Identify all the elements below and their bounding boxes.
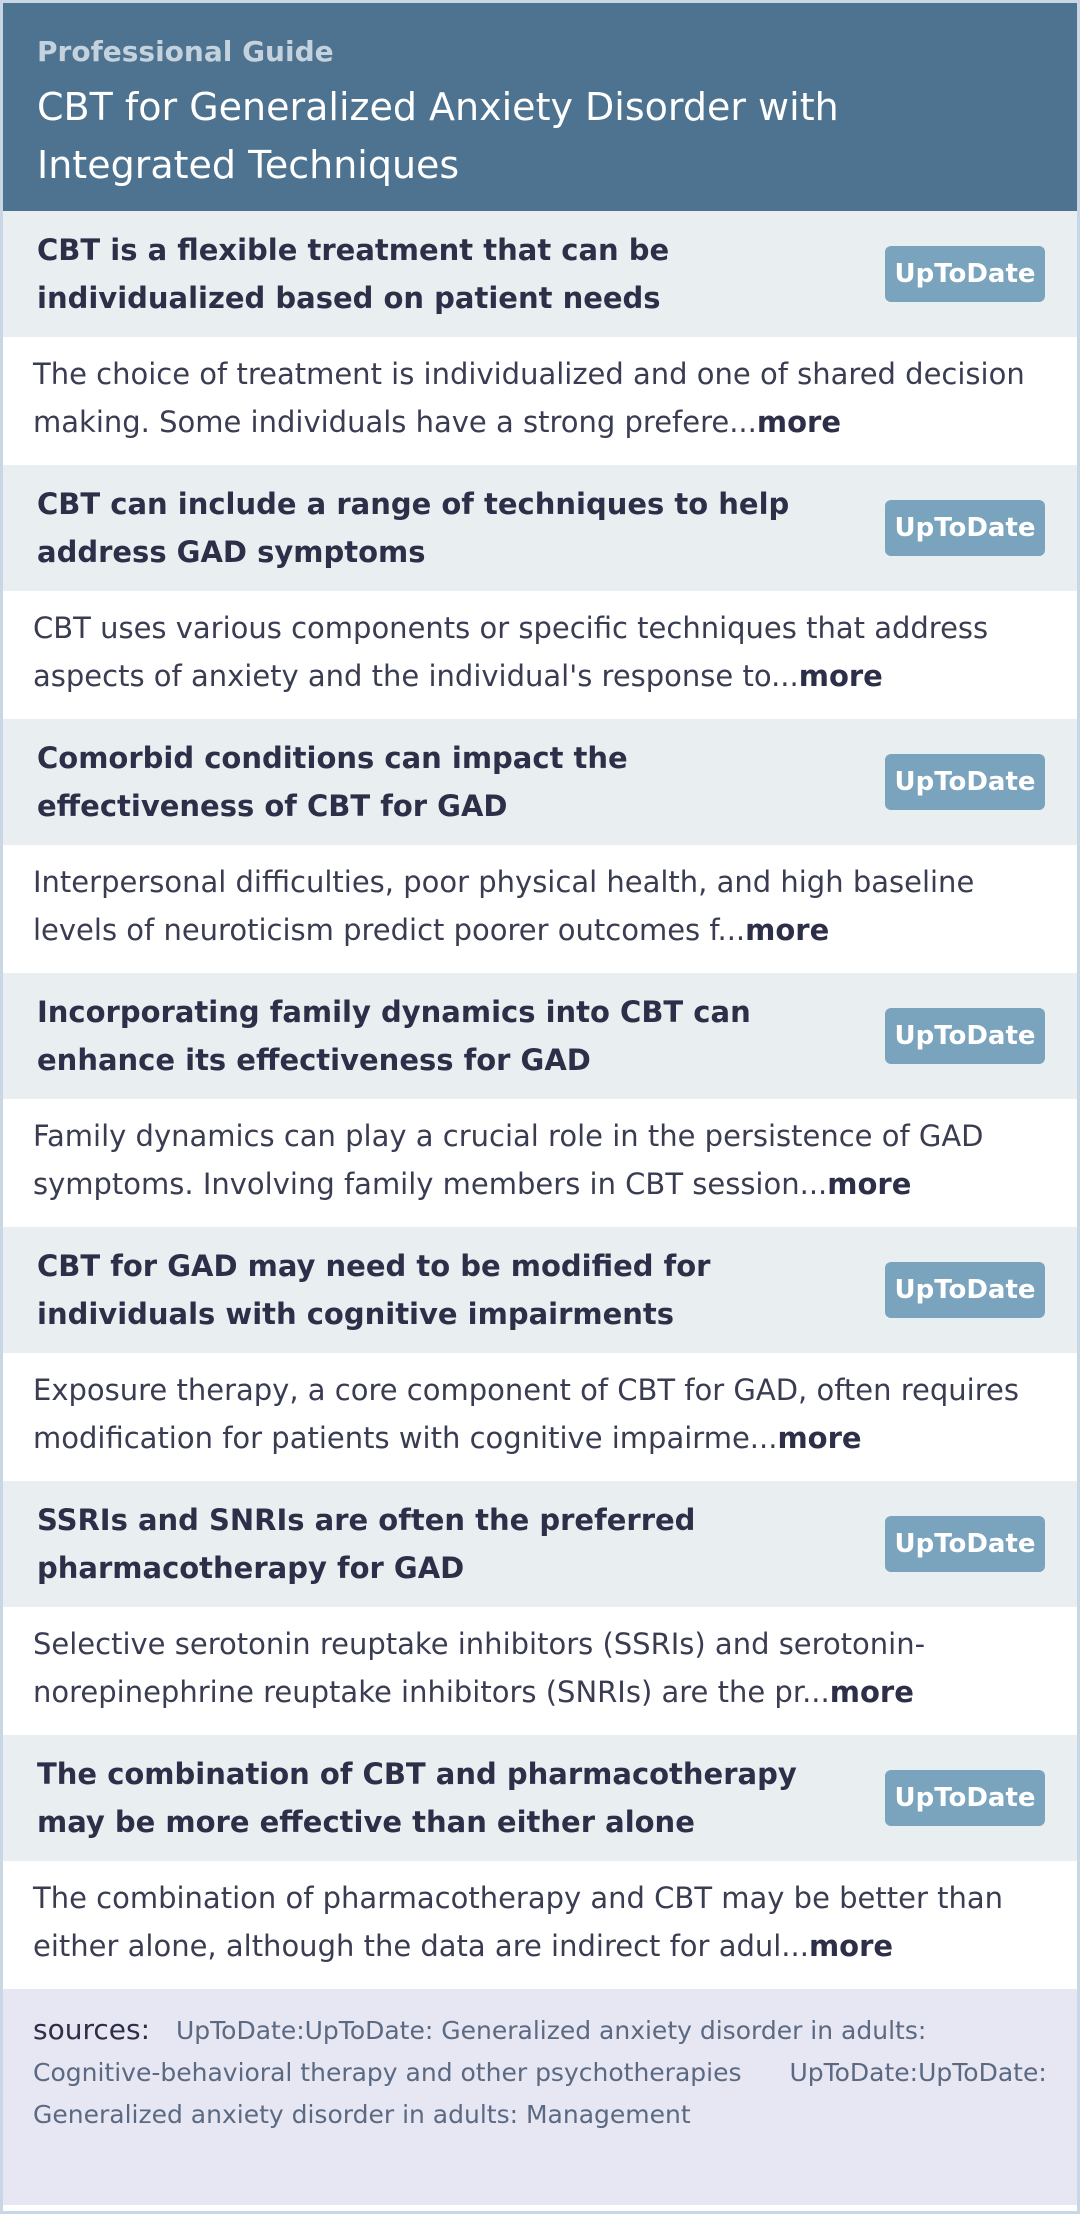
section-heading-row xyxy=(3,465,1077,591)
section-heading-row xyxy=(3,1227,1077,1353)
section-summary-text: The combination of pharmacotherapy and CBT may be better than either alone, although the data are indirect for adul... xyxy=(33,1881,1003,1963)
section-summary-text: CBT uses various components or specific techniques that address aspects of anxiety and the individual's response to... xyxy=(33,611,989,693)
section-summary-text: Selective serotonin reuptake inhibitors (SSRIs) and serotonin-norepinephrine reuptake inhibitors (SNRIs) are the pr... xyxy=(33,1627,926,1709)
source-badge-button[interactable]: UpToDate xyxy=(885,754,1045,810)
section-heading: CBT is a flexible treatment that can be individualized based on patient needs xyxy=(37,233,670,315)
section-list xyxy=(3,211,1077,1989)
section-heading-row xyxy=(3,211,1077,337)
section-heading-row xyxy=(3,719,1077,845)
section-heading: SSRIs and SNRIs are often the preferred pharmacotherapy for GAD xyxy=(37,1503,696,1585)
section-summary-text: Family dynamics can play a crucial role in the persistence of GAD symptoms. Involving family members in CBT session... xyxy=(33,1119,984,1201)
source-badge-button[interactable]: UpToDate xyxy=(885,1008,1045,1064)
source-badge-button[interactable]: UpToDate xyxy=(885,246,1045,302)
section-summary xyxy=(3,1353,1077,1481)
section-summary xyxy=(3,337,1077,465)
sources-footer xyxy=(3,1989,1077,2205)
section-summary xyxy=(3,1607,1077,1735)
more-link[interactable]: more xyxy=(756,405,841,439)
sources-label: sources: xyxy=(33,2013,151,2046)
more-link[interactable]: more xyxy=(798,659,883,693)
source-badge-button[interactable]: UpToDate xyxy=(885,500,1045,556)
section-summary xyxy=(3,1099,1077,1227)
section-heading: The combination of CBT and pharmacotherapy may be more effective than either alone xyxy=(37,1757,797,1839)
section-summary xyxy=(3,845,1077,973)
more-link[interactable]: more xyxy=(745,913,830,947)
section-summary-text: Interpersonal difficulties, poor physical health, and high baseline levels of neuroticism predict poorer outcomes f... xyxy=(33,865,975,947)
section-heading-row xyxy=(3,1735,1077,1861)
section-summary-text: The choice of treatment is individualized and one of shared decision making. Some individuals have a strong prefere... xyxy=(33,357,1025,439)
more-link[interactable]: more xyxy=(808,1929,894,1963)
source-link[interactable]: UpToDate:UpToDate: Generalized anxiety disorder in adults: Management xyxy=(33,2058,1047,2129)
source-badge-button[interactable]: UpToDate xyxy=(885,1516,1045,1572)
section-heading: CBT can include a range of techniques to help address GAD symptoms xyxy=(37,487,790,569)
section-heading: CBT for GAD may need to be modified for individuals with cognitive impairments xyxy=(37,1249,711,1331)
section-summary xyxy=(3,591,1077,719)
section-heading: Comorbid conditions can impact the effectiveness of CBT for GAD xyxy=(37,741,628,823)
guide-header xyxy=(3,3,1077,211)
guide-kicker: Professional Guide xyxy=(37,35,334,68)
section-heading: Incorporating family dynamics into CBT can enhance its effectiveness for GAD xyxy=(37,995,751,1077)
section-heading-row xyxy=(3,973,1077,1099)
page-title: CBT for Generalized Anxiety Disorder with Integrated Techniques xyxy=(37,85,839,187)
source-link[interactable]: UpToDate:UpToDate: Generalized anxiety disorder in adults: Cognitive-behavioral therapy and other psychotherapies xyxy=(33,2016,927,2087)
more-link[interactable]: more xyxy=(829,1675,914,1709)
more-link[interactable]: more xyxy=(827,1167,912,1201)
section-summary-text: Exposure therapy, a core component of CBT for GAD, often requires modification for patients with cognitive impairme... xyxy=(33,1373,1019,1455)
source-badge-button[interactable]: UpToDate xyxy=(885,1770,1045,1826)
section-heading-row xyxy=(3,1481,1077,1607)
more-link[interactable]: more xyxy=(777,1421,862,1455)
section-summary xyxy=(3,1861,1077,1989)
source-badge-button[interactable]: UpToDate xyxy=(885,1262,1045,1318)
